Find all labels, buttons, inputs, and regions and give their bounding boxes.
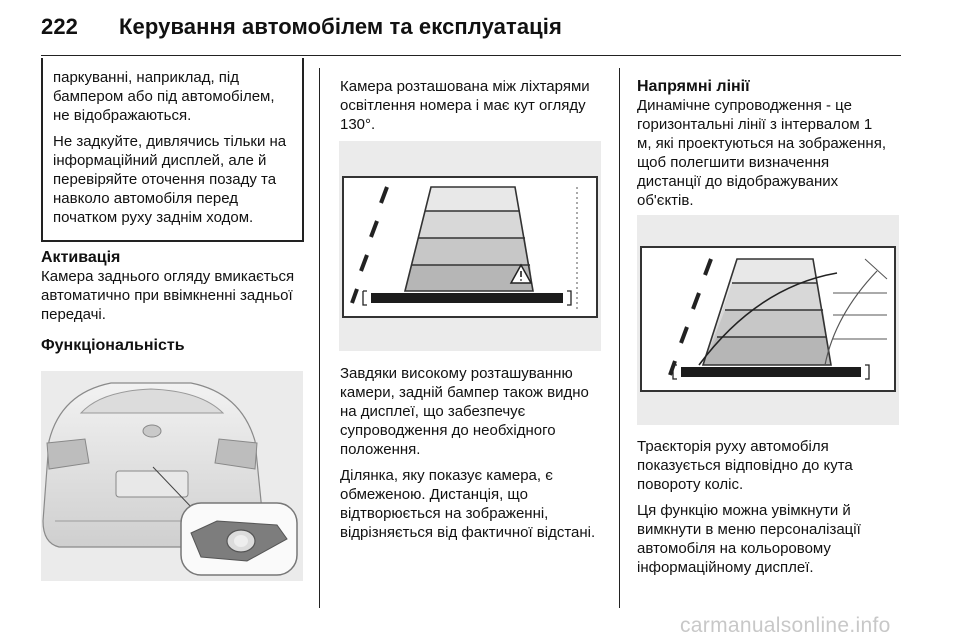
page-number: 222 bbox=[41, 14, 79, 39]
camera-closeup-icon bbox=[177, 499, 301, 579]
watermark: carmanualsonline.info bbox=[680, 614, 891, 637]
activation-section bbox=[41, 248, 306, 355]
functionality-heading: Функціональність bbox=[41, 337, 185, 354]
middle-body bbox=[340, 364, 605, 549]
guide-lines-figure bbox=[339, 141, 601, 351]
middle-text-2: Ділянка, яку показує камера, є обмеженою. Дистанція, що відтворюється на зображенні, відрізняється від фактичної відстані. bbox=[340, 467, 596, 541]
trajectory-section bbox=[637, 437, 895, 584]
guide-lines-heading: Напрямні лінії bbox=[637, 78, 750, 95]
middle-text-1: Завдяки високому розташуванню камери, задній бампер також видно на дисплеї, що забезпечує супроводження до необхідного положення. bbox=[340, 365, 589, 458]
car-rear-figure bbox=[41, 371, 303, 581]
warning-text-1: паркуванні, наприклад, під бампером або під автомобілем, не відображаються. bbox=[53, 69, 275, 124]
warning-text-2: Не задкуйте, дивлячись тільки на інформаційний дисплей, але й перевіряйте оточення позаду та навколо автомобіля перед початком руху заднім ходом. bbox=[53, 133, 287, 226]
page-title: Керування автомобілем та експлуатація bbox=[119, 14, 562, 39]
page-header bbox=[41, 14, 562, 40]
trajectory-text: Траєкторія руху автомобіля показується відповідно до кута повороту коліс. bbox=[637, 438, 853, 493]
guide-lines-text: Динамічне супроводження - це горизонтальні лінії з інтервалом 1 м, які проектуються на зображення, щоб полегшити визначення дистанції до відображуваних об'єктів. bbox=[637, 97, 887, 209]
column-divider-2 bbox=[619, 68, 620, 608]
guide-lines-display bbox=[339, 141, 601, 351]
guide-lines-section bbox=[637, 77, 887, 217]
activation-heading: Активація bbox=[41, 249, 121, 266]
column-divider-1 bbox=[319, 68, 320, 608]
camera-intro-text: Камера розташована між ліхтарями освітлення номера і має кут огляду 130°. bbox=[340, 78, 590, 133]
trajectory-figure bbox=[637, 215, 899, 425]
warning-box bbox=[41, 58, 304, 242]
header-rule bbox=[41, 55, 901, 56]
toggle-feature-text: Ця функцію можна увімкнути й вимкнути в меню персоналізації автомобіля на кольоровому інформаційному дисплеї. bbox=[637, 502, 861, 576]
camera-intro bbox=[340, 77, 605, 141]
activation-text: Камера заднього огляду вмикається автоматично при ввімкненні задньої передачі. bbox=[41, 268, 295, 323]
dynamic-trajectory-display bbox=[637, 215, 899, 425]
